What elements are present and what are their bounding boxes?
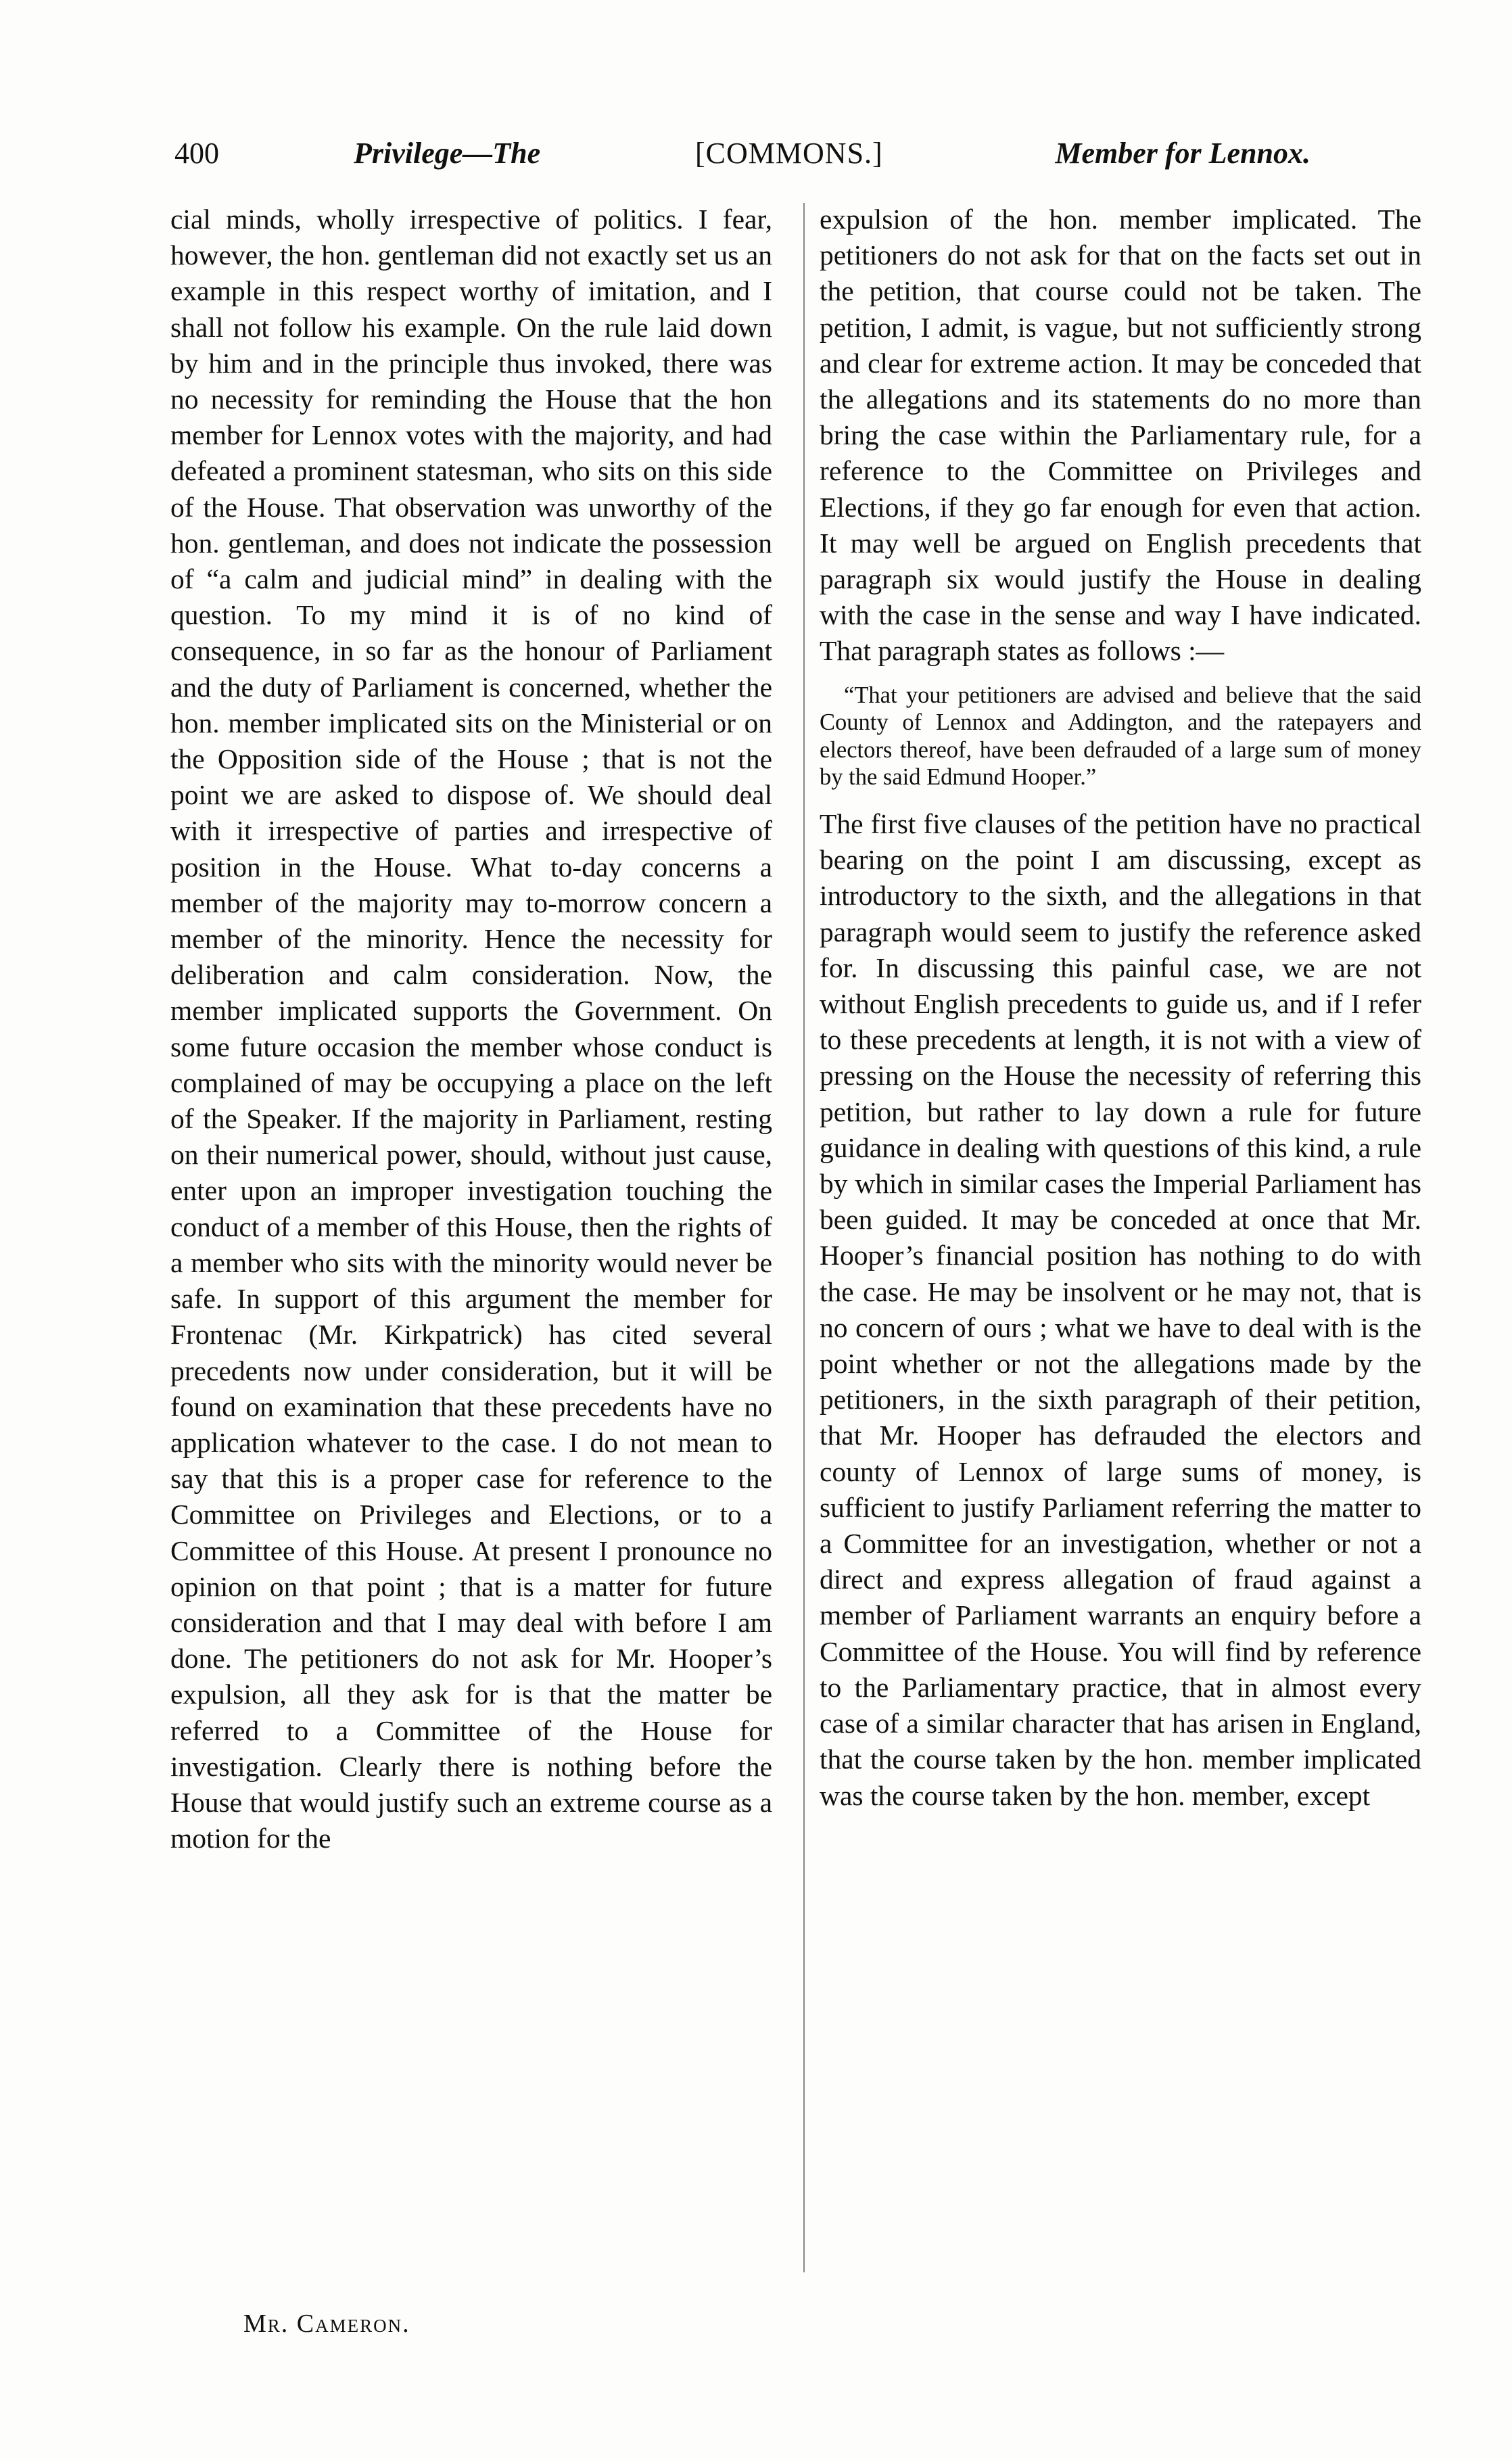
running-head-right-title: Member for Lennox. xyxy=(1055,137,1310,170)
left-column-text: cial minds, wholly irrespective of politics. I fear, however, the hon. gentleman did not exactly set us an example in this respect worthy of imitation, and I shall not follow his example. On the rule laid down by him and in the principle thus invoked, there was no necessity for reminding the House that the hon member for Lennox votes with the majority, and had defeated a prominent statesman, who sits on this side of the House. That observation was unworthy of the hon. gentleman, and does not indicate the possession of “a calm and judicial mind” in dealing with the question. To my mind it is of no kind of consequence, in so far as the honour of Parliament and the duty of Parliament is concerned, whether the hon. member implicated sits on the Ministerial or on the Opposition side of the House ; that is not the point we are asked to dispose of. We should deal with it irrespective of parties and irrespective of position in the House. What to-day concerns a member of the majority may to-morrow concern a member of the minority. Hence the necessity for deliberation and calm consideration. Now, the member implicated supports the Government. On some future occasion the member whose conduct is complained of may be occupying a place on the left of the Speaker. If the majority in Parliament, resting on their numerical power, should, without just cause, enter upon an improper investigation touching the conduct of a member of this House, then the rights of a member who sits with the minority would never be safe. In support of this argument the member for Frontenac (Mr. Kirkpatrick) has cited several precedents now under consideration, but it will be found on examination that these precedents have no application whatever to the case. I do not mean to say that this is a proper case for reference to the Committee on Privileges and Elections, or to a Committee of this House. At present I pronounce no opinion on that point ; that is a matter for future consideration and that I may deal with before I am done. The petitioners do not ask for Mr. Hooper’s expulsion, all they ask for is that the matter be referred to a Committee of the House for investigation. Clearly there is nothing before the House that would justify such an extreme course as a motion for the xyxy=(170,204,772,1854)
right-column-text-before-quote: expulsion of the hon. member implicated. The petitioners do not ask for that on the facts set out in the petition, that course could not be taken. The petition, I admit, is vague, but not sufficiently strong and clear for extreme action. It may be conceded that the allegations and its statements do no more than bring the case within the Parliamentary rule, for a reference to the Committee on Privileges and Elections, if they go far enough for even that action. It may well be argued on English precedents that paragraph six would justify the House in dealing with the case in the sense and way I have indicated. That paragraph states as follows :— xyxy=(820,204,1421,667)
page-number: 400 xyxy=(174,137,219,170)
running-head-house-name: [COMMONS.] xyxy=(695,137,883,170)
column-divider xyxy=(803,203,805,2272)
left-column xyxy=(170,202,772,1856)
right-column xyxy=(820,202,1421,1814)
running-head xyxy=(174,130,1310,177)
running-head-left-title: Privilege—The xyxy=(354,137,541,170)
speaker-tag: Mr. Cameron. xyxy=(243,2310,410,2338)
right-column-text-after-quote: The first five clauses of the petition have no practical bearing on the point I am discussing, except as introductory to the sixth, and the allegations in that paragraph would seem to justify the reference asked for. In discussing this painful case, we are not without English precedents to guide us, and if I refer to these precedents at length, it is not with a view of pressing on the House the necessity of referring this petition, but rather to lay down a rule for future guidance in dealing with questions of this kind, a rule by which in similar cases the Imperial Parliament has been guided. It may be conceded at once that Mr. Hooper’s financial position has nothing to do with the case. He may be insolvent or he may not, that is no concern of ours ; what we have to deal with is the point whether or not the allegations made by the petitioners, in the sixth paragraph of their petition, that Mr. Hooper has defrauded the electors and county of Lennox of large sums of money, is sufficient to justify Parliament referring the matter to a Committee for an investigation, whether or not a direct and express allegation of fraud against a member of Parliament warrants an enquiry before a Committee of the House. You will find by reference to the Parliamentary practice, that in almost every case of a similar character that has arisen in England, that the course taken by the hon. member implicated was the course taken by the hon. member, except xyxy=(820,808,1421,1811)
petition-quote: “That your petitioners are advised and believe that the said County of Lennox and Addington, and the ratepayers and electors thereof, have been defrauded of a large sum of money by the said Edmund Hooper.” xyxy=(820,682,1421,791)
